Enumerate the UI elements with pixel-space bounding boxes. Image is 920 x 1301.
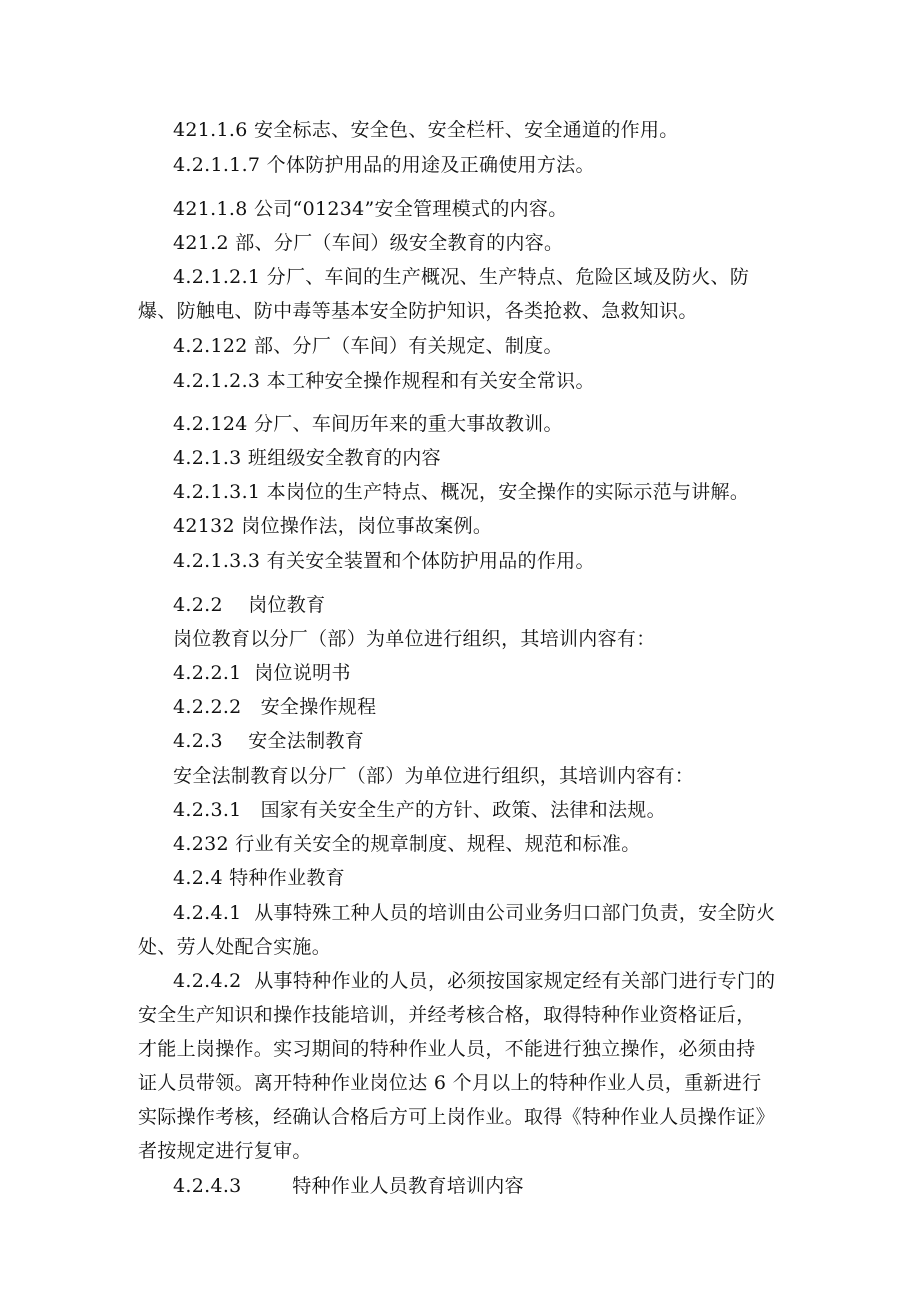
clause-4-2-1-2-3: 4.2.1.2.3 本工种安全操作规程和有关安全常识。 <box>173 370 595 392</box>
clause-4-2-1-2: 421.2 部、分厂（车间）级安全教育的内容。 <box>173 232 564 254</box>
clause-4-2-1-1-8: 421.1.8 公司“01234”安全管理模式的内容。 <box>173 198 568 220</box>
clause-4-2-1-3-1: 4.2.1.3.1 本岗位的生产特点、概况，安全操作的实际示范与讲解。 <box>173 481 750 503</box>
clause-4-2-1-2-2: 4.2.122 部、分厂（车间）有关规定、制度。 <box>173 335 563 357</box>
clause-4-2-1-2-4: 4.2.124 分厂、车间历年来的重大事故教训。 <box>173 413 563 435</box>
clause-4-2-1-1-6: 421.1.6 安全标志、安全色、安全栏杆、安全通道的作用。 <box>173 119 679 141</box>
clause-4-2-3-1: 4.2.3.1 国家有关安全生产的方针、政策、法律和法规。 <box>173 799 666 821</box>
section-4-2-2-intro: 岗位教育以分厂（部）为单位进行组织，其培训内容有： <box>173 628 656 650</box>
clause-4-2-1-2-1: 4.2.1.2.1 分厂、车间的生产概况、生产特点、危险区域及防火、防 <box>173 266 750 288</box>
section-4-2-2-heading: 4.2.2 岗位教育 <box>173 594 326 616</box>
clause-4-2-4-2-line-6: 者按规定进行复审。 <box>138 1140 312 1162</box>
clause-4-2-4-2-line-5: 实际操作考核，经确认合格后方可上岗作业。取得《特种作业人员操作证》 <box>138 1106 775 1128</box>
section-4-2-3-intro: 安全法制教育以分厂（部）为单位进行组织，其培训内容有： <box>173 765 695 787</box>
clause-4-2-4-2: 4.2.4.2 从事特种作业的人员，必须按国家规定经有关部门进行专门的 <box>173 970 776 992</box>
clause-4-2-1-3-3: 4.2.1.3.3 有关安全装置和个体防护用品的作用。 <box>173 550 595 572</box>
section-4-2-4-heading: 4.2.4 特种作业教育 <box>173 867 345 889</box>
clause-4-2-4-2-line-4: 证人员带领。离开特种作业岗位达 6 个月以上的特种作业人员，重新进行 <box>138 1072 762 1094</box>
clause-4-2-1-3: 4.2.1.3 班组级安全教育的内容 <box>173 447 441 469</box>
clause-4-2-1-2-1-continued: 爆、防触电、防中毒等基本安全防护知识，各类抢救、急救知识。 <box>138 300 698 322</box>
clause-4-2-3-2: 4.232 行业有关安全的规章制度、规程、规范和标准。 <box>173 833 641 855</box>
clause-4-2-2-1: 4.2.2.1 岗位说明书 <box>173 662 351 684</box>
clause-4-2-4-1-continued: 处、劳人处配合实施。 <box>138 936 332 958</box>
clause-4-2-2-2: 4.2.2.2 安全操作规程 <box>173 696 377 718</box>
clause-4-2-1-3-2: 42132 岗位操作法，岗位事故案例。 <box>173 515 493 537</box>
clause-4-2-4-3: 4.2.4.3 特种作业人员教育培训内容 <box>173 1175 524 1197</box>
section-4-2-3-heading: 4.2.3 安全法制教育 <box>173 730 365 752</box>
clause-4-2-4-1: 4.2.4.1 从事特殊工种人员的培训由公司业务归口部门负责，安全防火 <box>173 902 776 924</box>
clause-4-2-1-1-7: 4.2.1.1.7 个体防护用品的用途及正确使用方法。 <box>173 154 595 176</box>
clause-4-2-4-2-line-2: 安全生产知识和操作技能培训，并经考核合格，取得特种作业资格证后， <box>138 1004 756 1026</box>
clause-4-2-4-2-line-3: 才能上岗操作。实习期间的特种作业人员，不能进行独立操作，必须由持 <box>138 1038 756 1060</box>
